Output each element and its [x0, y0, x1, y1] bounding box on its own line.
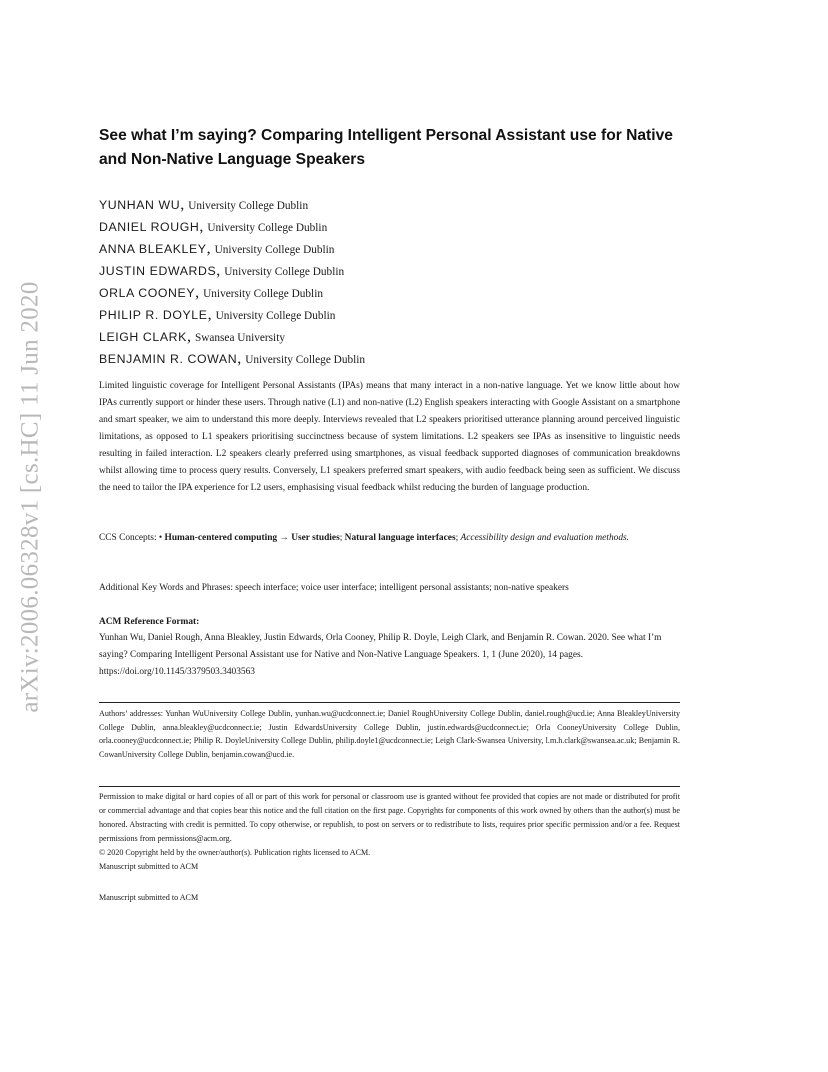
author-name: JUSTIN EDWARDS — [99, 264, 217, 278]
author-entry: ANNA BLEAKLEY, University College Dublin — [99, 240, 335, 257]
keywords: Additional Key Words and Phrases: speech interface; voice user interface; intelligent personal assistants; non-native speakers — [99, 583, 569, 593]
author-affiliation: University College Dublin — [188, 200, 309, 212]
copyright-notice: © 2020 Copyright held by the owner/author(s). Publication rights licensed to ACM. — [99, 848, 371, 857]
manuscript-note: Manuscript submitted to ACM — [99, 862, 199, 871]
author-affiliation: University College Dublin — [224, 266, 345, 278]
page-footer: Manuscript submitted to ACM — [99, 893, 199, 902]
author-entry: JUSTIN EDWARDS, University College Dublin — [99, 262, 345, 279]
author-name: BENJAMIN R. COWAN — [99, 352, 238, 366]
author-affiliation: University College Dublin — [207, 222, 328, 234]
paper-title: See what I’m saying? Comparing Intelligent Personal Assistant use for Native and Non-Native Language Speakers — [99, 127, 673, 168]
author-name: LEIGH CLARK — [99, 330, 187, 344]
reference-format-heading: ACM Reference Format: — [99, 617, 200, 627]
ccs-concept: Natural language interfaces — [344, 533, 456, 543]
author-entry: YUNHAN WU, University College Dublin — [99, 196, 309, 213]
ccs-prefix: CCS Concepts: • — [99, 533, 165, 543]
ccs-separator: ; — [339, 533, 345, 543]
author-name: ANNA BLEAKLEY — [99, 242, 207, 256]
permission-divider — [99, 786, 680, 787]
reference-format-text: Yunhan Wu, Daniel Rough, Anna Bleakley, Justin Edwards, Orla Cooney, Philip R. Doyle, Leigh Clark, and Benjamin R. Cowan. 2020. See what I’m saying? Comparing Intelligent Personal Assistant use for Native and Non-Native Language Speakers. 1, 1 (June 2020), 14 pages. https://doi.org/10.1145/3379503.3403563 — [99, 633, 662, 677]
author-affiliation: University College Dublin — [214, 244, 335, 256]
author-name: DANIEL ROUGH — [99, 220, 200, 234]
author-name: PHILIP R. DOYLE — [99, 308, 208, 322]
ccs-concept: Accessibility design and evaluation methods — [460, 533, 627, 543]
ccs-separator: ; — [455, 533, 461, 543]
author-list — [99, 194, 365, 370]
author-name: ORLA COONEY — [99, 286, 196, 300]
author-affiliation: University College Dublin — [245, 354, 366, 366]
ccs-concept: User studies — [291, 533, 340, 543]
arxiv-watermark-text: arXiv:2006.06328v1 [cs.HC] 11 Jun 2020 — [17, 280, 44, 713]
author-affiliation: Swansea University — [194, 332, 285, 344]
author-addresses: Authors’ addresses: Yunhan WuUniversity College Dublin, yunhan.wu@ucdconnect.ie; Daniel RoughUniversity College Dublin, daniel.rough@ucd.ie; Anna BleakleyUniversity College Dublin, anna.bleakley@ucdconnect.ie; Justin EdwardsUniversity College Dublin, justin.edwards@ucdconnect.ie; Orla CooneyUniversity College Dublin, orla.cooney@ucdconnect.ie; Philip R. DoyleUniversity College Dublin, philip.doyle1@ucdconnect.ie; Leigh Clark-Swansea University, l.m.h.clark@swansea.ac.uk; Benjamin R. CowanUniversity College Dublin, benjamin.cowan@ucd.ie. — [99, 709, 680, 759]
author-affiliation: University College Dublin — [215, 310, 336, 322]
abstract: Limited linguistic coverage for Intelligent Personal Assistants (IPAs) means that many interact in a non-native language. Yet we know little about how IPAs currently support or hinder these users. Through native (L1) and non-native (L2) English speakers interacting with Google Assistant on a smartphone and smart speaker, we aim to understand this more deeply. Interviews revealed that L2 speakers prioritised utterance planning around perceived linguistic limitations, as opposed to L1 speakers prioritising succinctness because of system limitations. L2 speakers see IPAs as insensitive to linguistic needs resulting in failed interaction. L2 speakers clearly preferred using smartphones, as visual feedback supported diagnoses of communication breakdowns whilst allowing time to process query results. Conversely, L1 speakers preferred smart speakers, with audio feedback being seen as sufficient. We discuss the need to tailor the IPA experience for L2 users, emphasising visual feedback whilst reducing the burden of language production. — [99, 381, 680, 493]
author-name: YUNHAN WU — [99, 198, 181, 212]
ccs-end: . — [626, 533, 630, 543]
author-entry: LEIGH CLARK, Swansea University — [99, 328, 285, 345]
arxiv-watermark — [4, 259, 58, 734]
author-entry: PHILIP R. DOYLE, University College Dublin — [99, 306, 336, 323]
author-entry: BENJAMIN R. COWAN, University College Dublin — [99, 350, 366, 367]
ccs-arrow: → — [277, 533, 292, 543]
footnote-divider — [99, 702, 680, 703]
permission-notice: Permission to make digital or hard copies of all or part of this work for personal or classroom use is granted without fee provided that copies are not made or distributed for profit or commercial advantage and that copies bear this notice and the full citation on the first page. Copyrights for components of this work owned by others than the author(s) must be honored. Abstracting with credit is permitted. To copy otherwise, or republish, to post on servers or to redistribute to lists, requires prior specific permission and/or a fee. Request permissions from permissions@acm.org. — [99, 792, 680, 843]
ccs-concept: Human-centered computing — [164, 533, 278, 543]
author-entry: DANIEL ROUGH, University College Dublin — [99, 218, 328, 235]
author-affiliation: University College Dublin — [203, 288, 323, 300]
author-entry: ORLA COONEY, University College Dublin — [99, 284, 323, 301]
ccs-concepts — [99, 530, 680, 546]
